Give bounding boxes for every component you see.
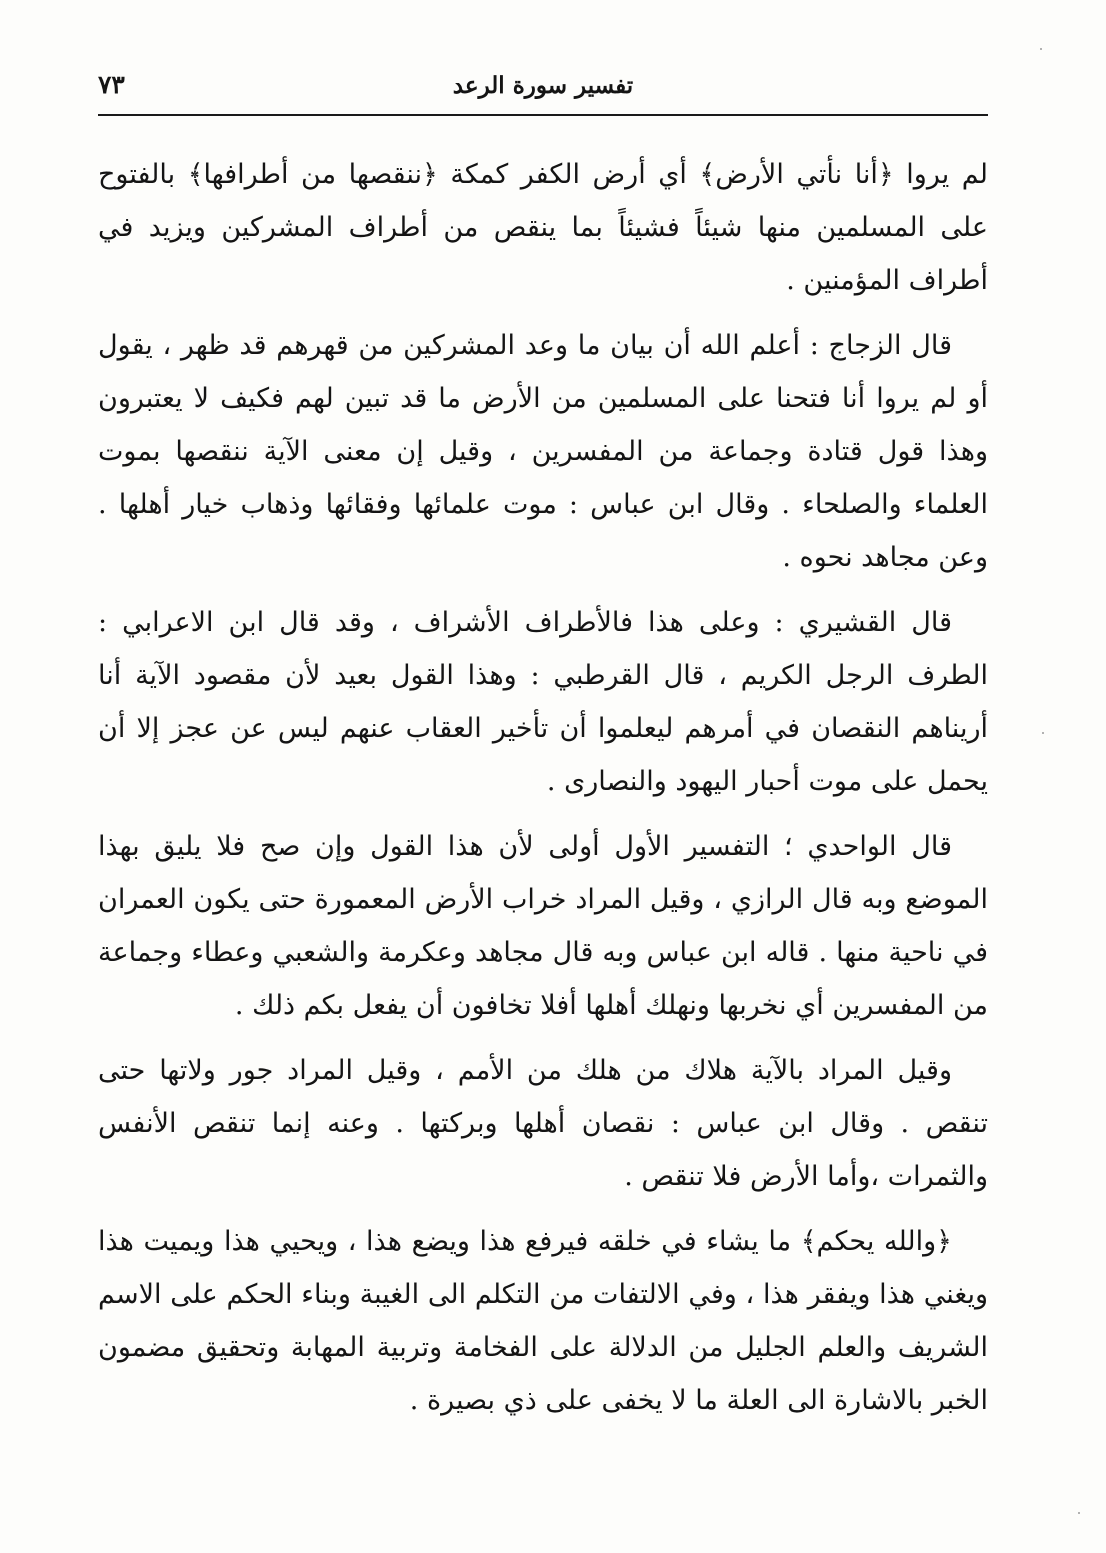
page-body: [98, 148, 988, 1439]
paragraph-1: لم يروا ﴿أنا نأتي الأرض﴾ أي أرض الكفر كمكة ﴿ننقصها من أطرافها﴾ بالفتوح على المسلمين منها شيئاً فشيئاً بما ينقص من أطراف المشركين ويزيد في أطراف المؤمنين .: [98, 159, 988, 296]
paragraph-3: قال القشيري : وعلى هذا فالأطراف الأشراف ، وقد قال ابن الاعرابي : الطرف الرجل الكريم ، قال القرطبي : وهذا القول بعيد لأن مقصود الآية أنا أريناهم النقصان في أمرهم ليعلموا أن تأخير العقاب عنهم ليس عن عجز إلا أن يحمل على موت أحبار اليهود والنصارى .: [98, 607, 988, 797]
paragraph-5: وقيل المراد بالآية هلاك من هلك من الأمم ، وقيل المراد جور ولاتها حتى تنقص . وقال ابن عباس : نقصان أهلها وبركتها . وعنه إنما تنقص الأنفس والثمرات ،وأما الأرض فلا تنقص .: [98, 1055, 988, 1192]
scan-speck: [1042, 732, 1044, 734]
scan-speck: [1078, 1512, 1080, 1514]
paragraph-6: ﴿والله يحكم﴾ ما يشاء في خلقه فيرفع هذا ويضع هذا ، ويحيي هذا ويميت هذا ويغني هذا ويفقر هذا ، وفي الالتفات من التكلم الى الغيبة وبناء الحكم على الاسم الشريف والعلم الجليل من الدلالة على الفخامة وتربية المهابة وتحقيق مضمون الخبر بالاشارة الى العلة ما لا يخفى على ذي بصيرة .: [98, 1226, 988, 1416]
book-page: [98, 62, 988, 1502]
header-title: تفسير سورة الرعد: [452, 72, 634, 99]
running-header: [98, 62, 988, 116]
paragraph-2: قال الزجاج : أعلم الله أن بيان ما وعد المشركين من قهرهم قد ظهر ، يقول أو لم يروا أنا فتحنا على المسلمين من الأرض ما قد تبين لهم فكيف لا يعتبرون وهذا قول قتادة وجماعة من المفسرين ، وقيل إن معنى الآية ننقصها بموت العلماء والصلحاء . وقال ابن عباس : موت علمائها وفقائها وذهاب خيار أهلها . وعن مجاهد نحوه .: [98, 330, 989, 573]
scan-speck: [1040, 48, 1042, 50]
page-number: ٧٣: [98, 70, 125, 99]
paragraph-4: قال الواحدي ؛ التفسير الأول أولى لأن هذا القول وإن صح فلا يليق بهذا الموضع وبه قال الرازي ، وقيل المراد خراب الأرض المعمورة حتى يكون العمران في ناحية منها . قاله ابن عباس وبه قال مجاهد وعكرمة والشعبي وعطاء وجماعة من المفسرين أي نخربها ونهلك أهلها أفلا تخافون أن يفعل بكم ذلك .: [98, 831, 988, 1021]
